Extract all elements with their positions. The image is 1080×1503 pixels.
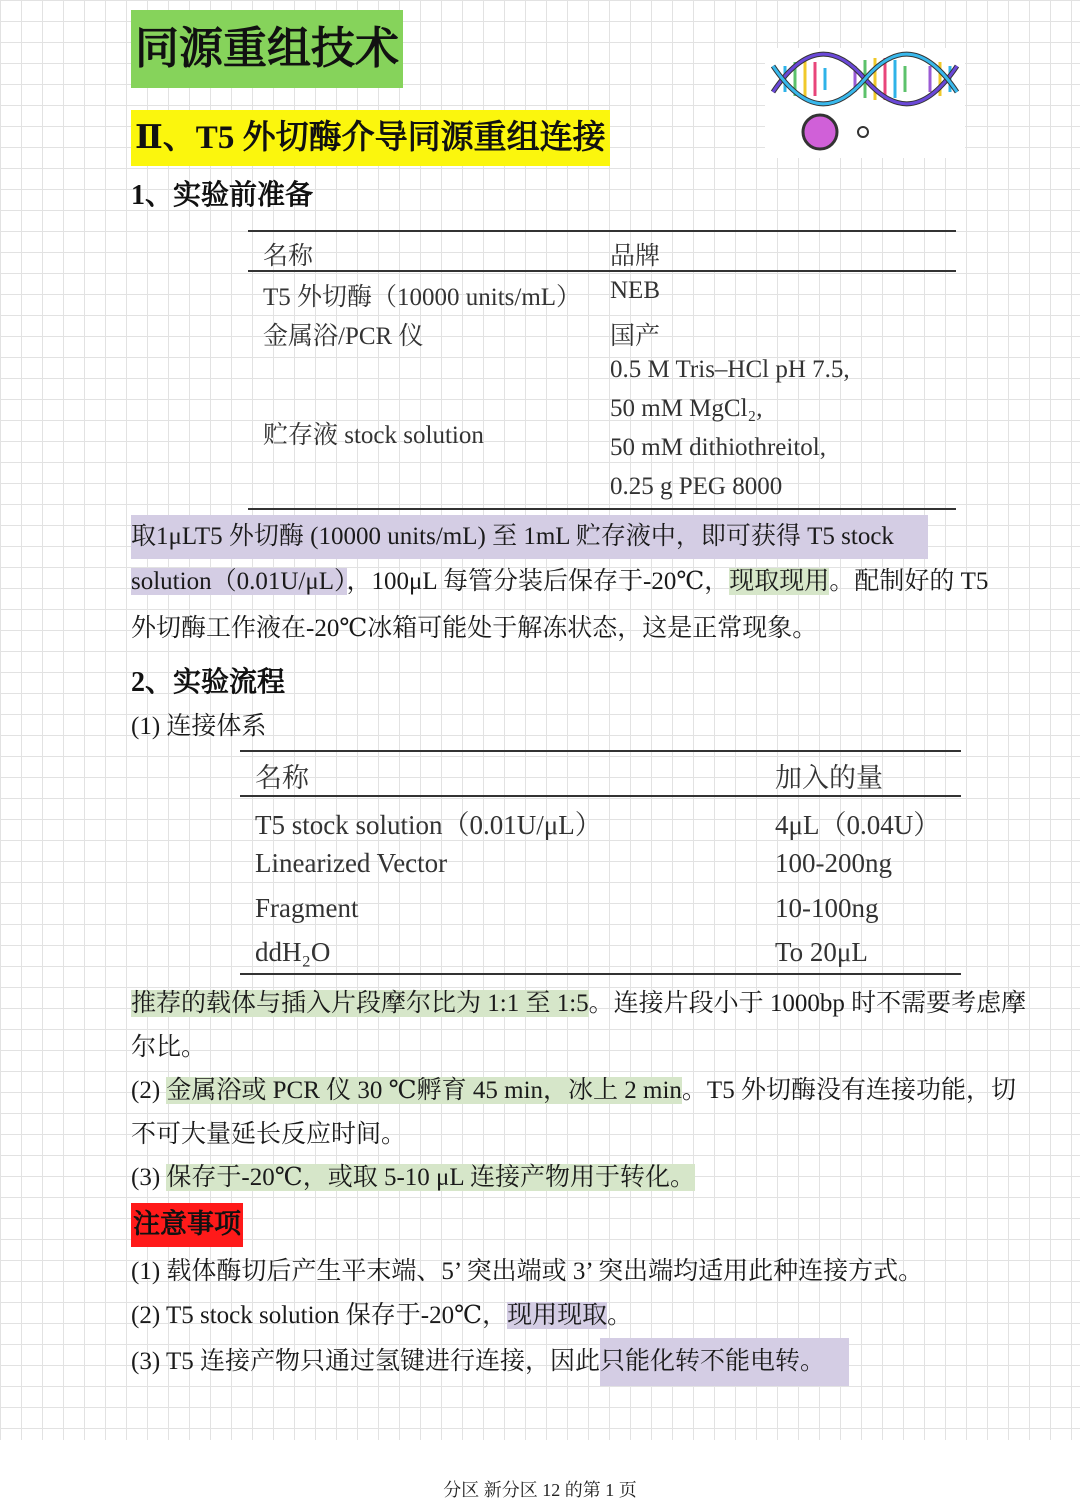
page-title: 同源重组技术 — [131, 10, 403, 88]
table-cell: ddH₂O — [255, 937, 331, 967]
text: 。配制好的 T5 — [829, 568, 989, 595]
highlight-text: 推荐的载体与插入片段摩尔比为 1:1 至 1:5 — [131, 990, 589, 1017]
table-cell: Fragment — [255, 893, 359, 923]
table-rule-bottom — [240, 973, 961, 975]
note-item — [131, 1338, 849, 1386]
table-rule-mid — [240, 795, 961, 797]
table-header-brand: 品牌 — [610, 243, 661, 270]
text: (2) T5 stock solution 保存于-20℃， — [131, 1302, 508, 1329]
table-cell: 100-200ng — [775, 848, 892, 878]
table-cell: 国产 — [610, 323, 661, 350]
text: (2) — [131, 1077, 167, 1104]
table-cell: 50 mM dithiothreitol, — [610, 434, 826, 461]
text: 。 — [607, 1302, 633, 1329]
paragraph-line — [131, 1069, 1016, 1113]
table-cell: 50 mM MgCl₂, — [610, 395, 763, 422]
cell-dot-icon — [803, 115, 837, 149]
table-cell: Linearized Vector — [255, 848, 448, 878]
text: 。连接片段小于 1000bp 时不需要考虑摩 — [588, 990, 1027, 1017]
page-footer: 分区 新分区 12 的第 1 页 — [443, 1480, 637, 1500]
table-cell: NEB — [610, 277, 660, 304]
highlight-text: 保存于-20℃，或取 5-10 μL 连接产物用于转化。 — [166, 1164, 696, 1191]
paragraph-line — [131, 1156, 695, 1200]
dna-illustration — [765, 48, 965, 158]
table-rule-top — [248, 230, 956, 232]
text: (3) — [131, 1164, 167, 1191]
step2-subheading: (1) 连接体系 — [131, 713, 267, 740]
table-cell: T5 外切酶（10000 units/mL） — [263, 284, 582, 311]
table-cell: 4μL（0.04U） — [775, 810, 941, 840]
table-header-name: 名称 — [255, 763, 309, 793]
highlight-text: 取1μLT5 外切酶 (10000 units/mL) 至 1mL 贮存液中，即可获得 T5 stock — [131, 515, 928, 559]
note-item: (1) 载体酶切后产生平末端、5’ 突出端或 3’ 突出端均适用此种连接方式。 — [131, 1258, 924, 1285]
highlight-text: 现取现用 — [729, 568, 830, 595]
dna-helix-icon — [765, 48, 965, 158]
table-cell: 0.25 g PEG 8000 — [610, 473, 783, 500]
highlight-text: 现用现取 — [507, 1302, 608, 1329]
table-rule-bottom — [248, 508, 956, 510]
step1-heading: 1、实验前准备 — [131, 180, 314, 211]
table-cell: 贮存液 stock solution — [263, 422, 484, 449]
table-cell: To 20μL — [775, 937, 868, 967]
table-cell: T5 stock solution（0.01U/μL） — [255, 810, 602, 840]
step2-heading: 2、实验流程 — [131, 667, 286, 698]
highlight-text: 只能化转不能电转。 — [600, 1338, 849, 1386]
paragraph-line: 不可大量延长反应时间。 — [131, 1121, 407, 1148]
notes-heading: 注意事项 — [131, 1203, 243, 1247]
table-header-amount: 加入的量 — [775, 763, 883, 793]
text: 。T5 外切酶没有连接功能，切 — [681, 1077, 1016, 1104]
text: ，100μL 每管分装后保存于-20℃， — [346, 568, 730, 595]
text: (3) T5 连接产物只通过氢键进行连接，因此 — [131, 1348, 600, 1375]
highlight-text: solution（0.01U/μL） — [131, 568, 347, 595]
table-header-name: 名称 — [263, 243, 314, 270]
highlight-text: 金属浴或 PCR 仪 30 ℃孵育 45 min，冰上 2 min — [166, 1077, 682, 1104]
table-rule-top — [240, 750, 961, 752]
paragraph-line — [131, 982, 1026, 1026]
paragraph-line — [131, 515, 928, 559]
note-item — [131, 1294, 632, 1338]
table-cell: 0.5 M Tris–HCl pH 7.5, — [610, 356, 850, 383]
table-cell: 10-100ng — [775, 893, 879, 923]
table-rule-mid — [248, 270, 956, 272]
table-cell: 金属浴/PCR 仪 — [263, 323, 424, 350]
paragraph-line: 外切酶工作液在-20℃冰箱可能处于解冻状态，这是正常现象。 — [131, 615, 818, 642]
section-heading: Ⅱ、T5 外切酶介导同源重组连接 — [131, 110, 610, 166]
paragraph-line: 尔比。 — [131, 1034, 207, 1061]
paragraph-line — [131, 560, 988, 604]
